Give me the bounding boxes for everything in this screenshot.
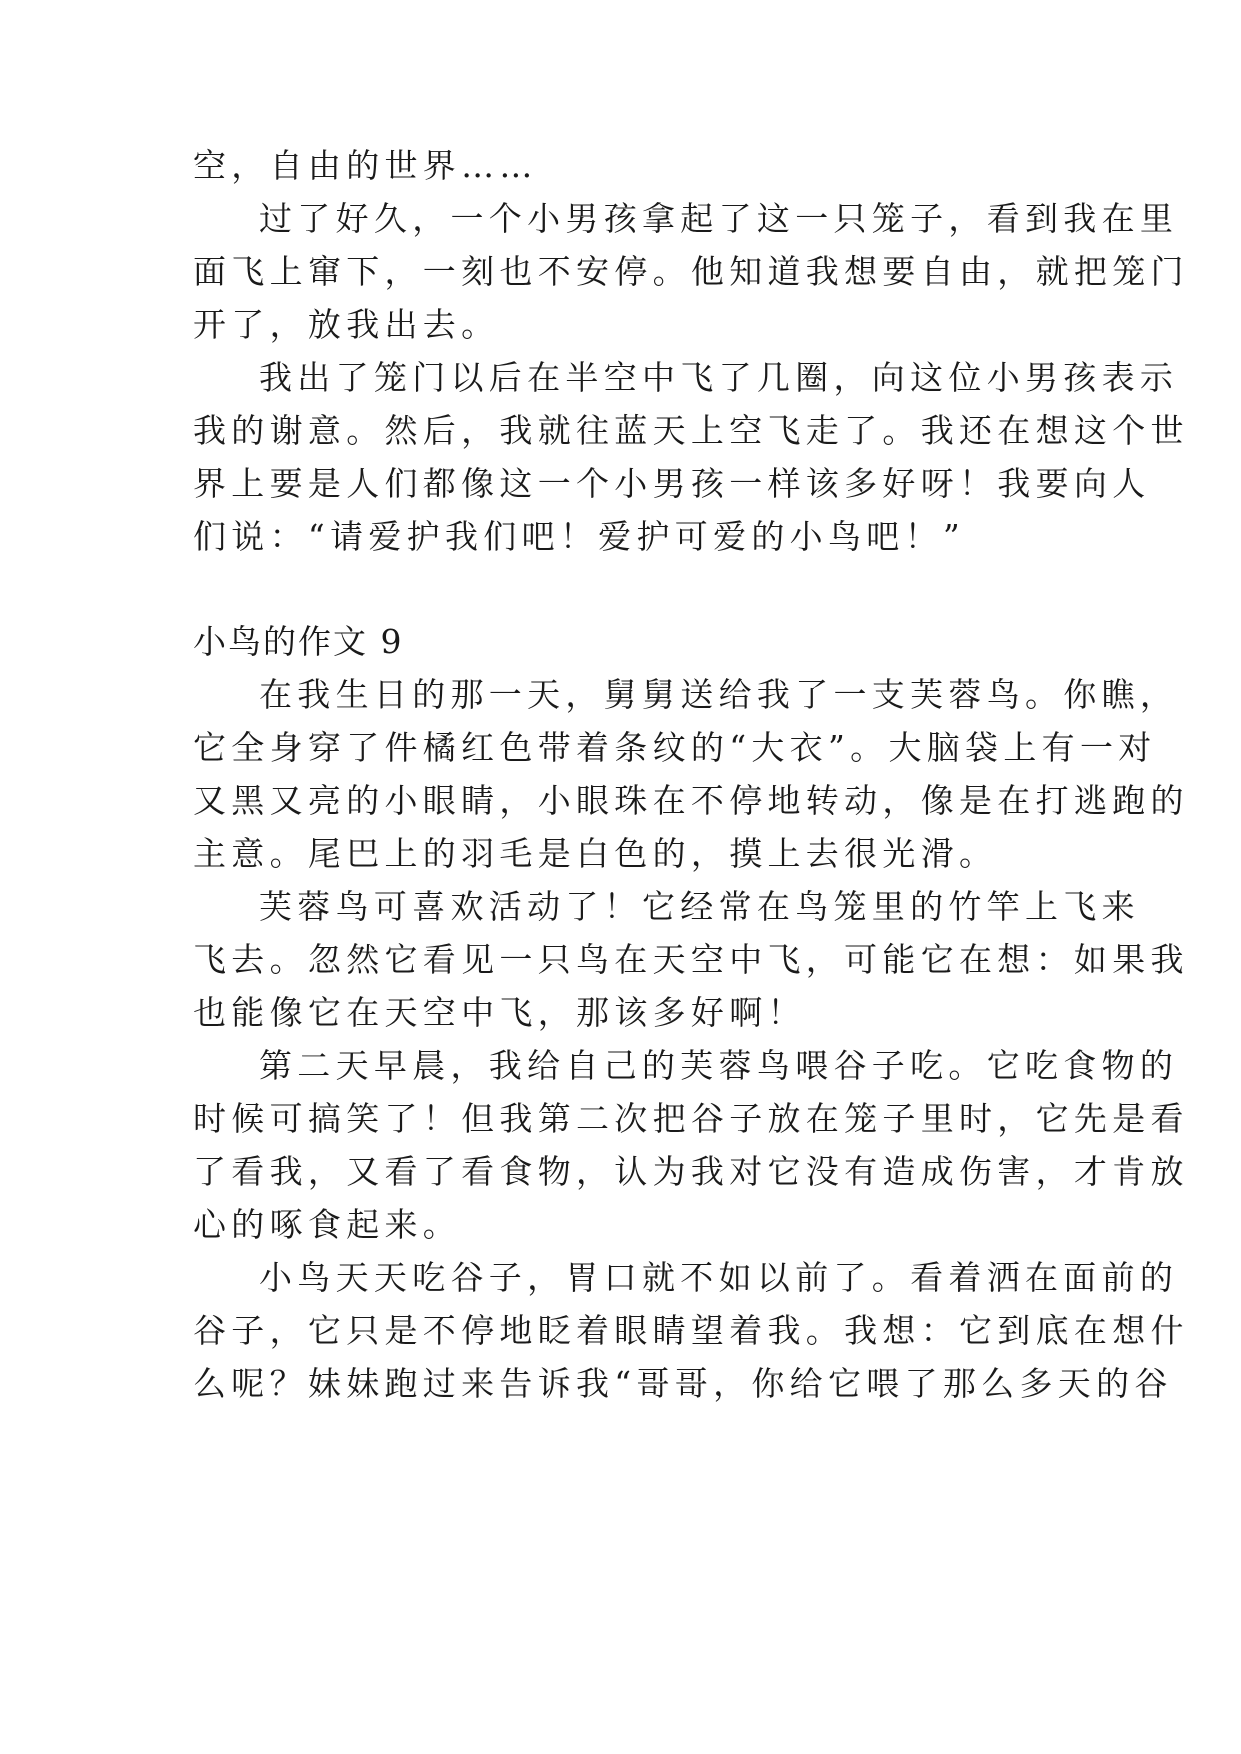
text-line: 芙蓉鸟可喜欢活动了！它经常在鸟笼里的竹竿上飞来	[259, 887, 1140, 926]
section-title: 小鸟的作文 9	[193, 622, 404, 661]
text-line: 小鸟天天吃谷子，胃口就不如以前了。看着洒在面前的	[259, 1258, 1179, 1297]
text-line: 界上要是人们都像这一个小男孩一样该多好呀！我要向人	[193, 464, 1151, 503]
text-line: 飞去。忽然它看见一只鸟在天空中飞，可能它在想：如果我	[193, 940, 1189, 979]
text-line: 么呢？妹妹跑过来告诉我“哥哥，你给它喂了那么多天的谷	[193, 1364, 1173, 1403]
text-line: 也能像它在天空中飞，那该多好啊！	[193, 993, 806, 1032]
text-line: 第二天早晨，我给自己的芙蓉鸟喂谷子吃。它吃食物的	[259, 1046, 1179, 1085]
text-line: 面飞上窜下，一刻也不安停。他知道我想要自由，就把笼门	[193, 252, 1189, 291]
text-line: 在我生日的那一天，舅舅送给我了一支芙蓉鸟。你瞧，	[259, 675, 1179, 714]
text-line: 它全身穿了件橘红色带着条纹的“大衣”。大脑袋上有一对	[193, 728, 1157, 767]
text-line: 时候可搞笑了！但我第二次把谷子放在笼子里时，它先是看	[193, 1099, 1189, 1138]
text-line: 过了好久，一个小男孩拿起了这一只笼子，看到我在里	[259, 199, 1179, 238]
text-line: 主意。尾巴上的羽毛是白色的，摸上去很光滑。	[193, 834, 998, 873]
text-line: 谷子，它只是不停地眨着眼睛望着我。我想：它到底在想什	[193, 1311, 1189, 1350]
text-line: 开了，放我出去。	[193, 305, 500, 344]
text-line: 我出了笼门以后在半空中飞了几圈，向这位小男孩表示	[259, 358, 1179, 397]
text-line: 心的啄食起来。	[193, 1205, 462, 1244]
text-line: 们说：“请爱护我们吧！爱护可爱的小鸟吧！”	[193, 517, 966, 556]
text-line: 又黑又亮的小眼睛，小眼珠在不停地转动，像是在打逃跑的	[193, 781, 1189, 820]
text-line: 了看我，又看了看食物，认为我对它没有造成伤害，才肯放	[193, 1152, 1189, 1191]
text-line: 我的谢意。然后，我就往蓝天上空飞走了。我还在想这个世	[193, 411, 1189, 450]
text-line: 空，自由的世界……	[193, 146, 538, 185]
